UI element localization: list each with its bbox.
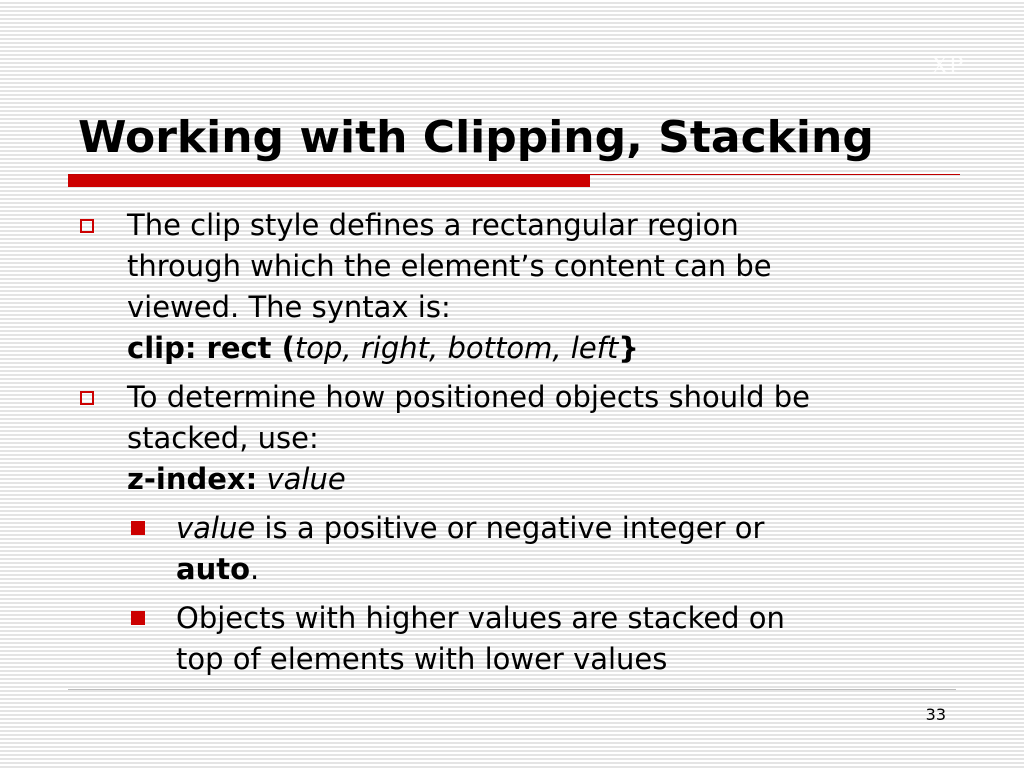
clip-syntax-prefix: clip: rect ( xyxy=(127,331,295,365)
auto-keyword: auto xyxy=(176,552,251,586)
bullet-z-index xyxy=(78,377,958,500)
value-term: value xyxy=(176,511,256,545)
title-underline-bar xyxy=(68,175,590,187)
bullet-text-line: through which the element’s content can be xyxy=(127,249,772,283)
subbullet-text-line: Objects with higher values are stacked on xyxy=(176,601,785,635)
sentence-end: . xyxy=(250,552,260,586)
subbullet-text-line: top of elements with lower values xyxy=(176,642,668,676)
value-description: is a positive or negative integer or xyxy=(255,511,765,545)
bullet-clip xyxy=(78,205,958,369)
z-index-syntax xyxy=(127,459,958,500)
slide-title: Working with Clipping, Stacking xyxy=(78,112,874,163)
xp-logo: XP xyxy=(932,54,965,79)
footer-divider xyxy=(68,689,956,690)
clip-syntax xyxy=(127,328,958,369)
filled-square-bullet-icon xyxy=(131,611,145,625)
bullet-text-line: viewed. The syntax is: xyxy=(127,290,451,324)
subbullet-text-line xyxy=(176,549,958,590)
slide-body xyxy=(78,205,958,680)
z-index-syntax-value: value xyxy=(266,462,346,496)
clip-syntax-args: top, right, bottom, left xyxy=(294,331,619,365)
bullet-text-line: To determine how positioned objects should be xyxy=(127,380,811,414)
subbullet-value-definition xyxy=(127,508,958,590)
hollow-square-bullet-icon xyxy=(80,219,94,233)
subbullet-text-line xyxy=(176,508,958,549)
bullet-text-line: The clip style defines a rectangular region xyxy=(127,208,739,242)
z-index-syntax-prefix: z-index: xyxy=(127,462,258,496)
bullet-text-line: stacked, use: xyxy=(127,421,319,455)
subbullet-stacking-order xyxy=(127,598,958,680)
clip-syntax-suffix: } xyxy=(618,331,639,365)
hollow-square-bullet-icon xyxy=(80,391,94,405)
filled-square-bullet-icon xyxy=(131,521,145,535)
page-number: 33 xyxy=(925,705,946,724)
